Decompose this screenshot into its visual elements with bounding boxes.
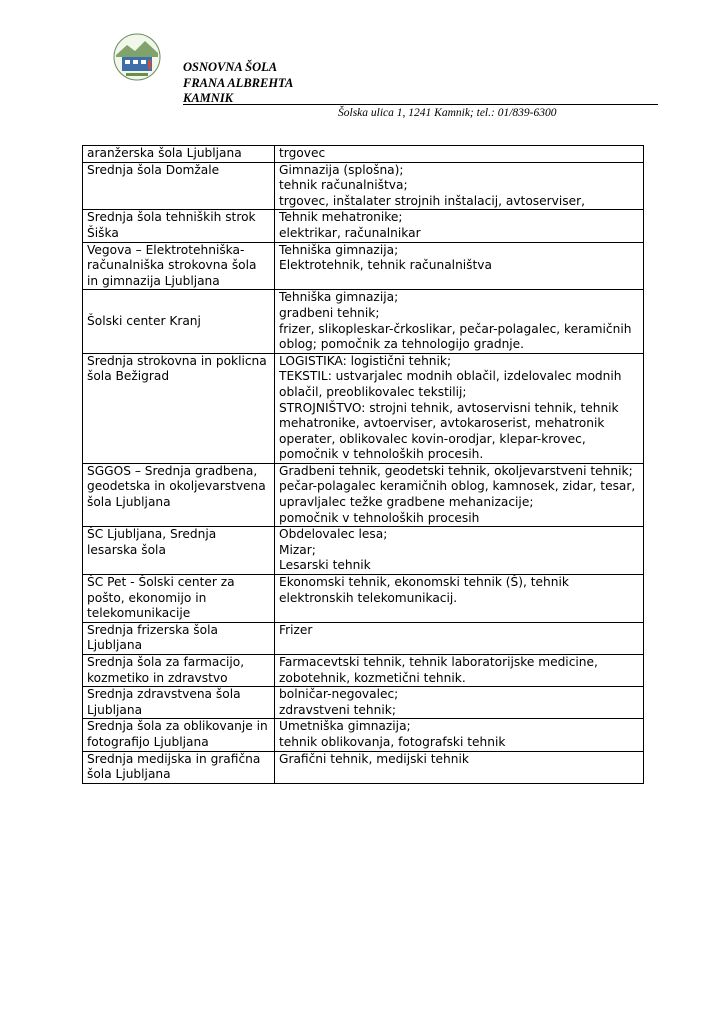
school-name-cell: ŠC Pet - Šolski center za pošto, ekonomijo in telekomunikacije <box>83 575 275 623</box>
program-line: Ekonomski tehnik, ekonomski tehnik (Š), tehnik elektronskih telekomunikacij. <box>279 575 569 605</box>
program-line: STROJNIŠTVO: strojni tehnik, avtoservisni tehnik, tehnik mehatronike, avtoerviser, avtokaroserist, mehatronik operater, oblikovalec kovin-orodjar, klepar-krovec, pomočnik v tehnoloških procesih. <box>279 400 619 462</box>
school-name-cell: Srednja šola Domžale <box>83 162 275 210</box>
programs-cell <box>275 162 644 210</box>
school-name-cell: Srednja medijska in grafična šola Ljubljana <box>83 751 275 783</box>
program-line: frizer, slikopleskar-črkoslikar, pečar-polagalec, keramičnih oblog; pomočnik za tehnologijo gradnje. <box>279 321 632 352</box>
school-name-cell: Srednja šola tehniških strok Šiška <box>83 210 275 242</box>
table-row <box>83 290 644 353</box>
program-line: pečar-polagalec keramičnih oblog, kamnosek, zidar, tesar, upravljalec težke gradbene mehanizacije; <box>279 479 636 510</box>
school-name-cell: Šolski center Kranj <box>83 290 275 353</box>
programs-cell <box>275 622 644 654</box>
programs-cell <box>275 527 644 575</box>
school-name-line: KAMNIK <box>183 91 234 105</box>
program-line: trgovec, inštalater strojnih inštalacij, avtoserviser, <box>279 193 585 208</box>
programs-cell <box>275 353 644 463</box>
table-row <box>83 242 644 290</box>
table-row <box>83 353 644 463</box>
program-line: Obdelovalec lesa; <box>279 527 388 542</box>
school-address: Šolska ulica 1, 1241 Kamnik; tel.: 01/839-6300 <box>338 107 557 119</box>
table-row <box>83 687 644 719</box>
school-name-cell: Srednja šola za farmacijo, kozmetiko in zdravstvo <box>83 655 275 687</box>
table-row <box>83 463 644 526</box>
program-line: gradbeni tehnik; <box>279 305 380 320</box>
table-row <box>83 210 644 242</box>
programs-cell <box>275 719 644 751</box>
program-line: tehnik računalništva; <box>279 178 408 193</box>
program-line: Mizar; <box>279 542 316 557</box>
school-name-cell: Srednja strokovna in poklicna šola Bežigrad <box>83 353 275 463</box>
school-name-line: OSNOVNA ŠOLA <box>183 60 278 74</box>
program-line: Tehnik mehatronike; <box>279 210 403 225</box>
programs-cell <box>275 463 644 526</box>
program-line: LOGISTIKA: logistični tehnik; <box>279 353 452 368</box>
program-line: Lesarski tehnik <box>279 558 371 573</box>
school-name <box>183 60 293 107</box>
programs-cell <box>275 575 644 623</box>
programs-cell <box>275 210 644 242</box>
school-name-cell: aranžerska šola Ljubljana <box>83 146 275 163</box>
school-name-cell: ŠC Ljubljana, Srednja lesarska šola <box>83 527 275 575</box>
table-row <box>83 719 644 751</box>
programs-cell <box>275 146 644 163</box>
school-name-cell: Vegova – Elektrotehniška-računalniška strokovna šola in gimnazija Ljubljana <box>83 242 275 290</box>
school-name-line: FRANA ALBREHTA <box>183 75 294 90</box>
program-line: zdravstveni tehnik; <box>279 702 396 717</box>
table-row <box>83 751 644 783</box>
program-line: tehnik oblikovanja, fotografski tehnik <box>279 734 506 749</box>
programs-cell <box>275 655 644 687</box>
table-row <box>83 162 644 210</box>
program-line: Gimnazija (splošna); <box>279 162 404 177</box>
program-line: Farmacevtski tehnik, tehnik laboratorijske medicine, zobotehnik, kozmetični tehnik. <box>279 655 598 685</box>
school-name-cell: SGGOS – Srednja gradbena, geodetska in okoljevarstvena šola Ljubljana <box>83 463 275 526</box>
program-line: elektrikar, računalnikar <box>279 225 421 240</box>
school-name-cell: Srednja zdravstvena šola Ljubljana <box>83 687 275 719</box>
table-row <box>83 622 644 654</box>
program-line: Frizer <box>279 622 313 637</box>
header-divider <box>183 104 658 105</box>
programs-cell <box>275 751 644 783</box>
programs-cell <box>275 290 644 353</box>
program-line: pomočnik v tehnoloških procesih <box>279 510 480 525</box>
table-row <box>83 575 644 623</box>
program-line: Tehniška gimnazija; <box>279 242 399 257</box>
programs-cell <box>275 687 644 719</box>
table-row <box>83 655 644 687</box>
school-name-cell: Srednja šola za oblikovanje in fotografijo Ljubljana <box>83 719 275 751</box>
table-row <box>83 527 644 575</box>
program-line: Tehniška gimnazija; <box>279 290 399 305</box>
schools-table <box>82 145 644 784</box>
program-line: Umetniška gimnazija; <box>279 719 411 734</box>
school-emblem-icon <box>113 33 161 81</box>
program-line: Gradbeni tehnik, geodetski tehnik, okoljevarstveni tehnik; <box>279 463 633 478</box>
program-line: TEKSTIL: ustvarjalec modnih oblačil, izdelovalec modnih oblačil, preoblikovalec tekstilij; <box>279 369 622 399</box>
table-row <box>83 146 644 163</box>
program-line: trgovec <box>279 146 326 160</box>
program-line: Grafični tehnik, medijski tehnik <box>279 751 469 766</box>
programs-cell <box>275 242 644 290</box>
program-line: bolničar-negovalec; <box>279 687 399 702</box>
program-line: Elektrotehnik, tehnik računalništva <box>279 258 492 273</box>
school-name-cell: Srednja frizerska šola Ljubljana <box>83 622 275 654</box>
